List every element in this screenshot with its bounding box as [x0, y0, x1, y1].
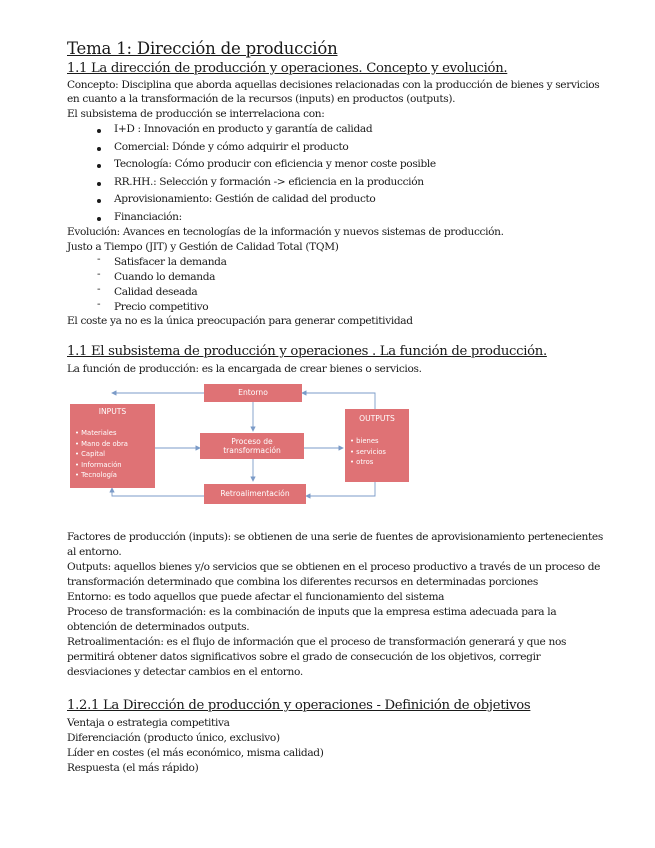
inputs-item: • Mano de obra	[75, 439, 155, 450]
section2-heading: 1.1 El subsistema de producción y operaciones . La función de producción.	[67, 344, 547, 359]
inputs-item: • Información	[75, 460, 155, 471]
inputs-box	[70, 404, 155, 488]
outputs-item: • bienes	[350, 436, 409, 447]
outputs-item: • otros	[350, 457, 409, 468]
paragraph-line: Proceso de transformación: es la combinación de inputs que la empresa estima adecuada para la	[67, 606, 557, 618]
inputs-item: • Materiales	[75, 428, 155, 439]
dash-mark: -	[97, 283, 101, 295]
outputs-title: OUTPUTS	[359, 414, 395, 423]
list-item: Tecnología: Cómo producir con eficiencia y menor coste posible	[114, 158, 436, 170]
paragraph-line: obtención de determinados outputs.	[67, 621, 250, 633]
proceso-label-line2: transformación	[223, 446, 281, 455]
list-item: RR.HH.: Selección y formación -> eficiencia en la producción	[114, 176, 424, 188]
list-item: Cuando lo demanda	[114, 271, 216, 283]
arrow-outputs-to-retro	[306, 482, 375, 496]
paragraph-line: Factores de producción (inputs): se obtienen de una serie de fuentes de aprovisionamiento pertenecientes	[67, 531, 603, 543]
list-item: Aprovisionamiento: Gestión de calidad del producto	[114, 193, 376, 205]
objective-line: Respuesta (el más rápido)	[67, 762, 199, 774]
objective-line: Diferenciación (producto único, exclusivo)	[67, 732, 280, 744]
list-item: Precio competitivo	[114, 301, 209, 313]
dash-mark: -	[97, 253, 101, 265]
dash-mark: -	[97, 268, 101, 280]
entorno-label: Entorno	[238, 388, 268, 397]
section1-heading: 1.1 La dirección de producción y operaciones. Concepto y evolución.	[67, 61, 508, 76]
inputs-title: INPUTS	[98, 407, 127, 416]
inputs-list	[75, 428, 155, 481]
paragraph-line: Outputs: aquellos bienes y/o servicios que se obtienen en el proceso productivo a través de un proceso de	[67, 561, 601, 573]
evolucion-text: Evolución: Avances en tecnologías de la información y nuevos sistemas de producción.	[67, 226, 504, 238]
list-item: Calidad deseada	[114, 286, 198, 298]
objective-line: Ventaja o estrategia competitiva	[67, 717, 230, 729]
concepto-line2: en cuanto a la transformación de la recursos (inputs) en productos (outputs).	[67, 93, 456, 105]
arrow-retro-to-inputs	[112, 488, 204, 496]
outputs-box	[345, 409, 409, 482]
paragraph-line: al entorno.	[67, 546, 122, 558]
paragraph-line: transformación determinado que combina los diferentes recursos en determinadas porciones	[67, 576, 538, 588]
inputs-item: • Capital	[75, 449, 155, 460]
retro-label: Retroalimentación	[220, 489, 290, 498]
section2-intro: La función de producción: es la encargada de crear bienes o servicios.	[67, 363, 422, 375]
proceso-box	[200, 433, 304, 459]
inputs-item: • Tecnología	[75, 470, 155, 481]
retro-box	[204, 484, 306, 504]
objective-line: Líder en costes (el más económico, misma calidad)	[67, 747, 324, 759]
list-item: I+D : Innovación en producto y garantía de calidad	[114, 123, 373, 135]
section3-heading: 1.2.1 La Dirección de producción y operaciones - Definición de objetivos	[67, 698, 531, 713]
proceso-label-line1: Proceso de	[231, 437, 273, 446]
paragraph-line: permitirá obtener datos significativos sobre el grado de consecución de los objetivos, corregir	[67, 651, 541, 663]
coste-text: El coste ya no es la única preocupación para generar competitividad	[67, 315, 413, 327]
paragraph-line: Retroalimentación: es el flujo de información que el proceso de transformación generará y que nos	[67, 636, 567, 648]
concepto-line1: Concepto: Disciplina que aborda aquellas decisiones relacionadas con la producción de bienes y servicios	[67, 79, 600, 91]
list-item: Satisfacer la demanda	[114, 256, 227, 268]
list-item: Comercial: Dónde y cómo adquirir el producto	[114, 141, 349, 153]
dash-mark: -	[97, 298, 101, 310]
paragraph-line: Entorno: es todo aquellos que puede afectar el funcionamiento del sistema	[67, 591, 445, 603]
jit-text: Justo a Tiempo (JIT) y Gestión de Calidad Total (TQM)	[67, 241, 339, 253]
list-item: Financiación:	[114, 211, 182, 223]
entorno-box	[204, 384, 302, 402]
paragraph-line: desviaciones y detectar cambios en el entorno.	[67, 666, 303, 678]
outputs-item: • servicios	[350, 447, 409, 458]
arrow-outputs-to-entorno	[302, 393, 375, 409]
page-title: Tema 1: Dirección de producción	[67, 39, 338, 58]
outputs-list	[350, 436, 409, 468]
subsistema-text: El subsistema de producción se interrelaciona con:	[67, 108, 325, 120]
